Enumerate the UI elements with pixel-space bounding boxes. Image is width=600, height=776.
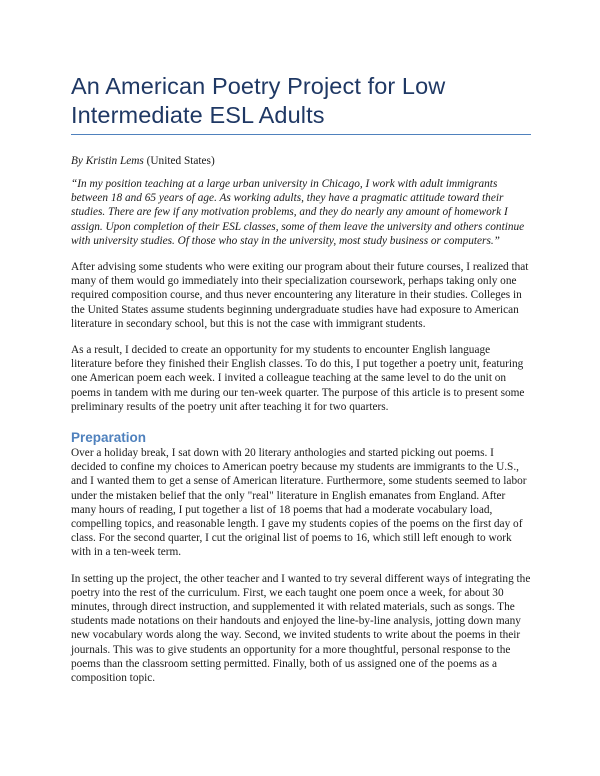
section-paragraph: In setting up the project, the other teacher and I wanted to try several different ways of integrating the poetry into the rest of the curriculum. First, we each taught one poem once a week, for about 30 minutes, through direct instruction, and supplemented it with related materials, such as songs. The students made notations on their handouts and enjoyed the line-by-line analysis, jotting down many new vocabulary words along the way. Second, we invited students to write about the poems in their journals. This was to give students an opportunity for a more thoughtful, personal response to the poems than the classroom setting permitted. Finally, both of us assigned one of the poems as a composition topic. [71,572,531,685]
section-heading-preparation: Preparation [71,430,147,446]
opening-quote: “In my position teaching at a large urban university in Chicago, I work with adult immigrants between 18 and 65 years of age. As working adults, they have a pragmatic attitude toward their studies. There are few if any motivation problems, and they do nearly any amount of homework I assign. Upon completion of their ESL classes, some of them leave the university and others continue with university studies. Of those who stay in the university, most study business or computers.” [71,178,525,247]
byline [71,154,531,168]
byline-author: By Kristin Lems [71,155,144,167]
body-paragraph: After advising some students who were exiting our program about their future courses, I realized that many of them would go immediately into their specialization coursework, perhaps taking only one required composition course, and thus never encountering any literature in their studies. Colleges in the United States assume students beginning undergraduate studies have had exposure to American literature in secondary school, but this is not the case with immigrant students. [71,261,529,330]
body-paragraph: As a result, I decided to create an opportunity for my students to encounter English language literature before they finished their English classes. To do this, I put together a poetry unit, featuring one American poem each week. I invited a colleague teaching at the same level to do the unit on poems in tandem with me during our ten-week quarter. The purpose of this article is to present some preliminary results of the poetry unit after teaching it for two quarters. [71,344,525,413]
byline-location: (United States) [143,155,215,167]
document-title: An American Poetry Project for Low Intermediate ESL Adults [71,72,531,135]
section-paragraph: Over a holiday break, I sat down with 20 literary anthologies and started picking out poems. I decided to confine my choices to American poetry because my students are immigrants to the U.S., and I wanted them to get a sense of American literature. Furthermore, some students seemed to labor under the mistaken belief that the only "real" literature in English emanates from England. After many hours of reading, I put together a list of 18 poems that had a moderate vocabulary load, compelling topics, and reasonable length. I gave my students copies of the poems on the first day of class. For the second quarter, I cut the original list of poems to 16, which still left enough to work with in a ten-week term. [71,447,527,559]
